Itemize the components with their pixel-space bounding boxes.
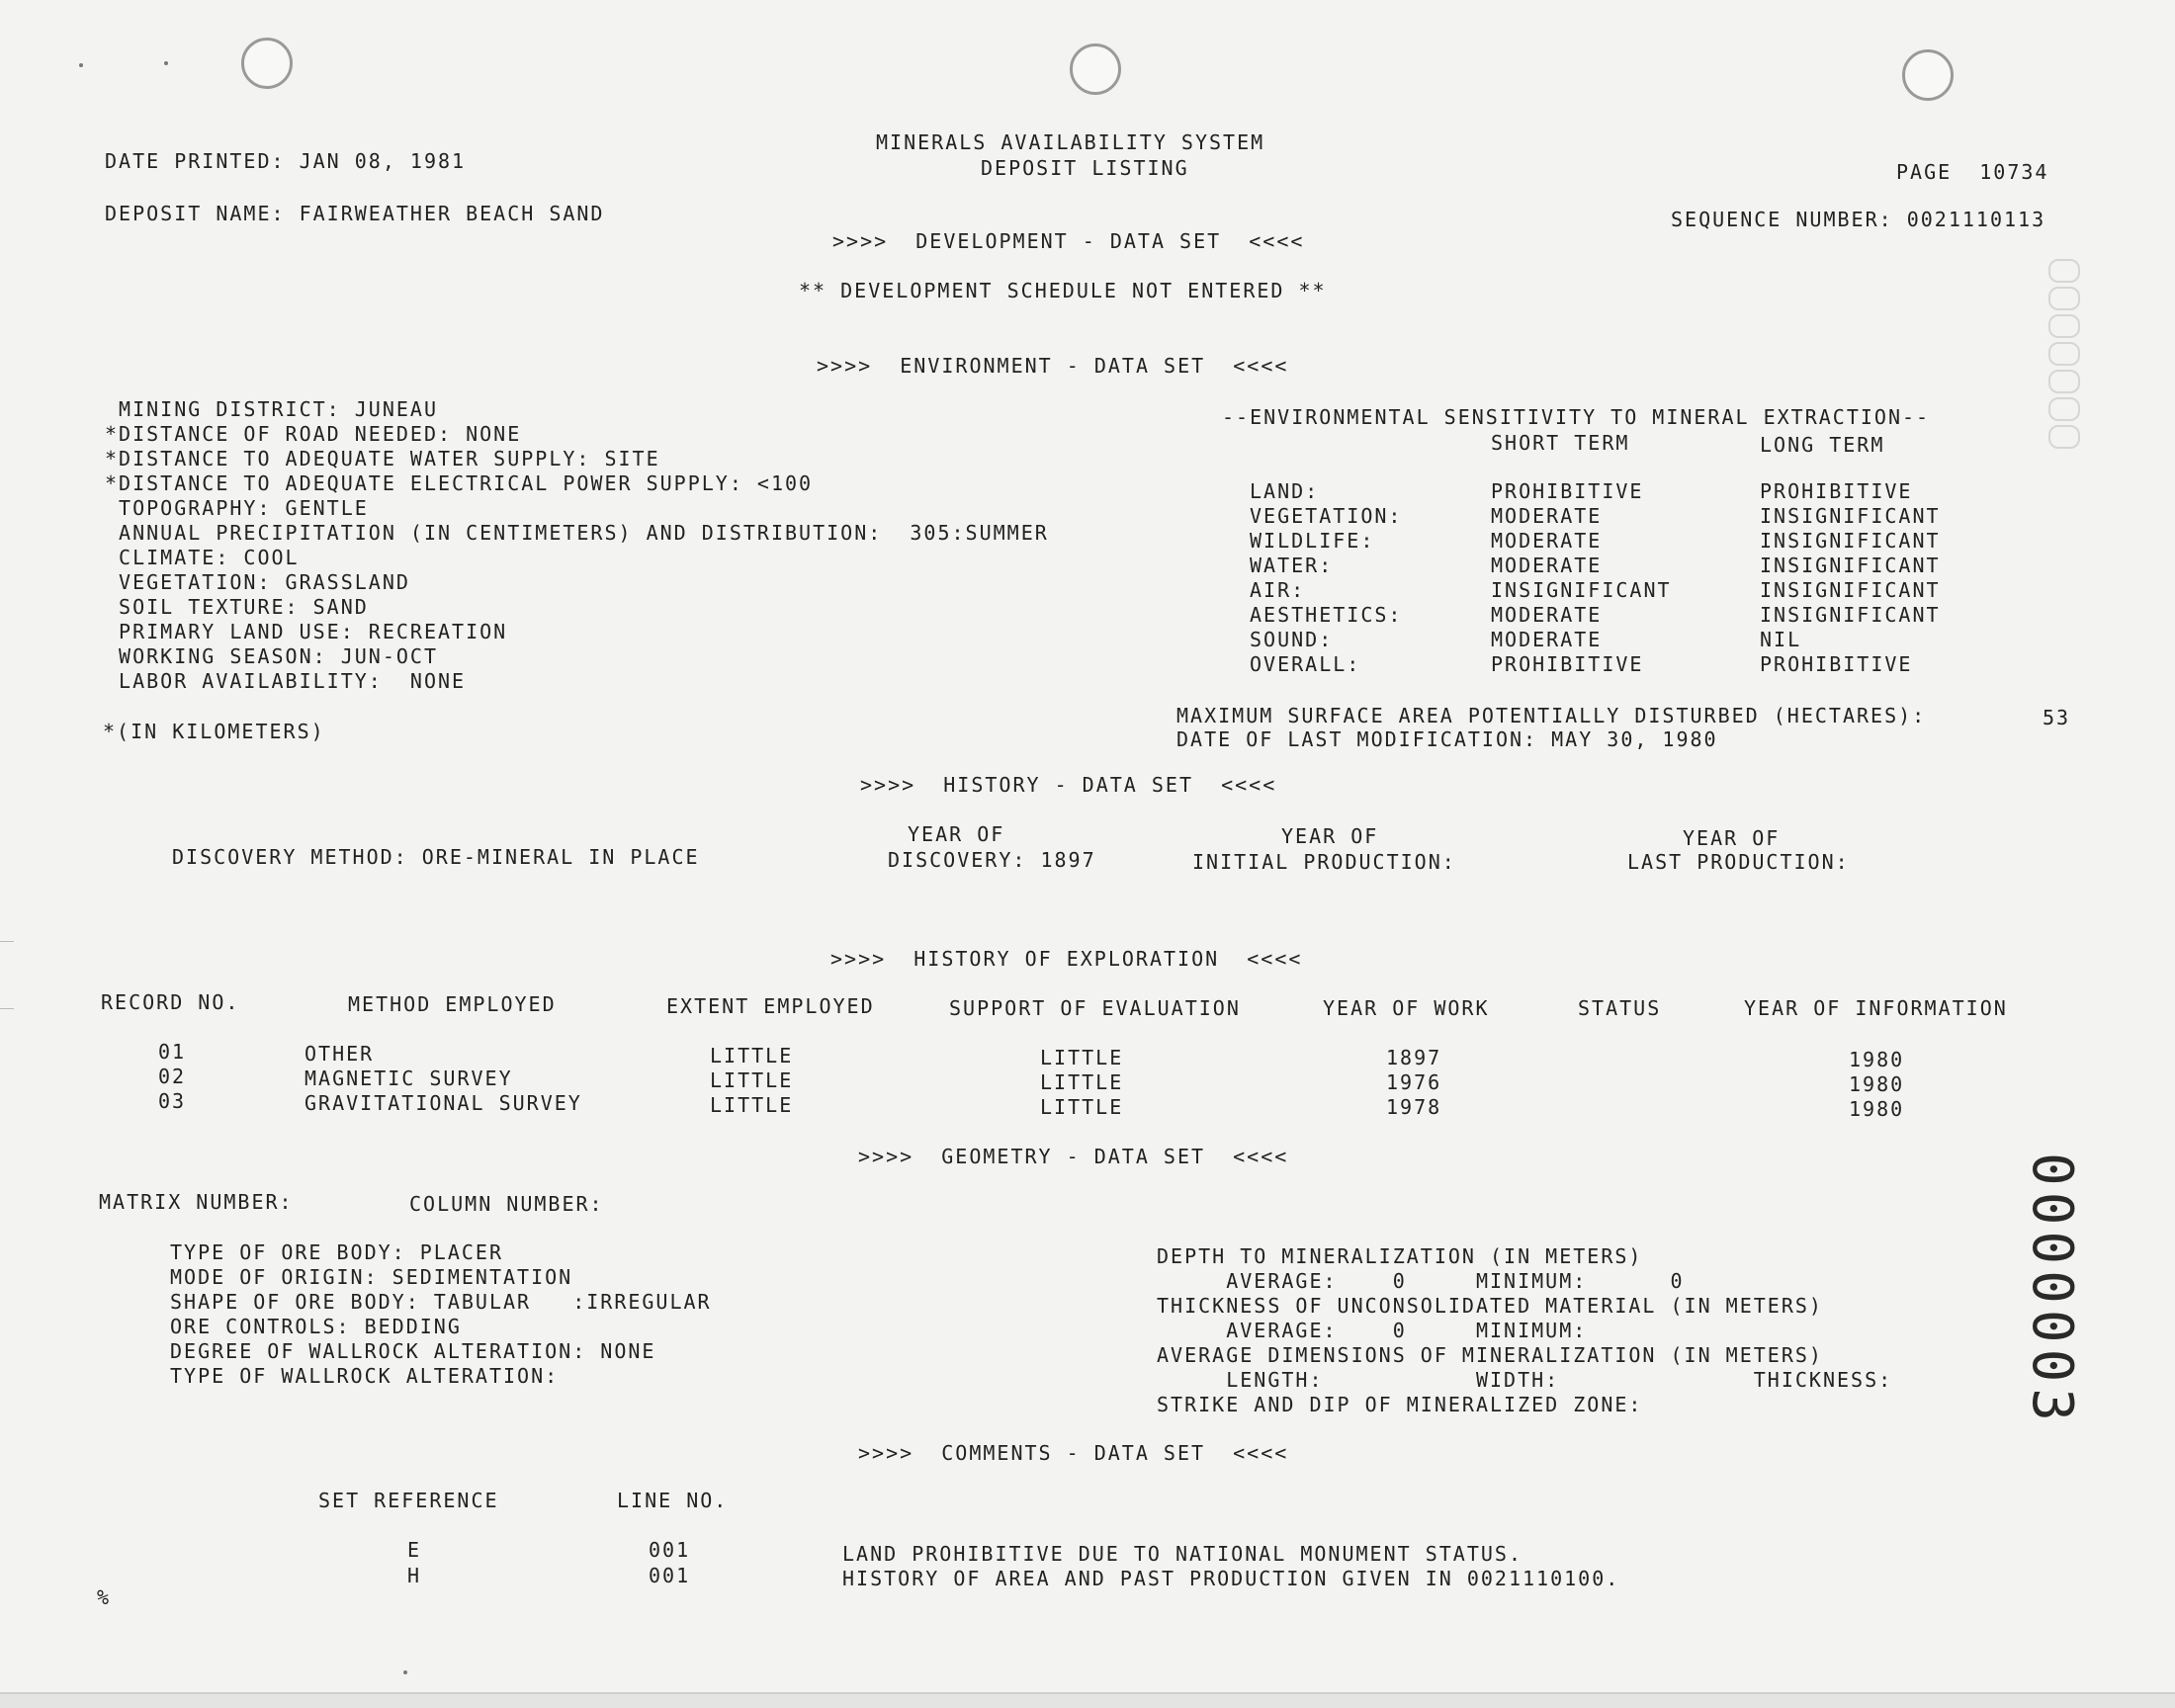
sensitivity-long: NIL xyxy=(1760,628,1802,651)
env-line: LABOR AVAILABILITY: NONE xyxy=(105,669,467,693)
sensitivity-long: INSIGNIFICANT xyxy=(1760,603,1941,627)
page-number: PAGE 10734 xyxy=(1896,160,2049,184)
history-heading: >>>> HISTORY - DATA SET <<<< xyxy=(860,773,1277,797)
scan-speck xyxy=(403,1670,407,1674)
year-of-label: YEAR OF xyxy=(1281,824,1379,848)
col-extent-employed: EXTENT EMPLOYED xyxy=(666,994,875,1018)
sensitivity-factor: VEGETATION: xyxy=(1250,504,1403,528)
short-term-label: SHORT TERM xyxy=(1491,431,1630,455)
col-year-of-work: YEAR OF WORK xyxy=(1323,996,1490,1020)
geometry-line: AVERAGE: 0 MINIMUM: 0 xyxy=(1157,1269,1685,1293)
geometry-line: STRIKE AND DIP OF MINERALIZED ZONE: xyxy=(1157,1393,1643,1416)
discovery-method: DISCOVERY METHOD: ORE-MINERAL IN PLACE xyxy=(172,845,700,869)
sensitivity-short: MODERATE xyxy=(1491,554,1603,577)
env-line: WORKING SEASON: JUN-OCT xyxy=(105,644,438,668)
col-method-employed: METHOD EMPLOYED xyxy=(348,992,557,1016)
sensitivity-long: INSIGNIFICANT xyxy=(1760,578,1941,602)
record-no: 03 xyxy=(158,1089,187,1113)
env-footnote: *(IN KILOMETERS) xyxy=(103,720,325,743)
sensitivity-long: PROHIBITIVE xyxy=(1760,652,1913,676)
listing-title: DEPOSIT LISTING xyxy=(981,156,1189,180)
geometry-line: MODE OF ORIGIN: SEDIMENTATION xyxy=(170,1265,573,1289)
geometry-line: DEPTH TO MINERALIZATION (IN METERS) xyxy=(1157,1244,1643,1268)
long-term-label: LONG TERM xyxy=(1760,433,1885,457)
max-area-label: MAXIMUM SURFACE AREA POTENTIALLY DISTURBED (HECTARES): xyxy=(1176,704,1927,727)
last-production: LAST PRODUCTION: xyxy=(1627,850,1850,874)
punch-hole-center xyxy=(1070,43,1121,95)
sensitivity-factor: WATER: xyxy=(1250,554,1334,577)
extent: LITTLE xyxy=(710,1068,794,1092)
geometry-line: ORE CONTROLS: BEDDING xyxy=(170,1315,462,1338)
column-number: COLUMN NUMBER: xyxy=(409,1192,604,1216)
development-note: ** DEVELOPMENT SCHEDULE NOT ENTERED ** xyxy=(799,279,1327,302)
max-area-value: 53 xyxy=(2043,706,2071,729)
col-year-of-information: YEAR OF INFORMATION xyxy=(1744,996,2008,1020)
page-stamp: 0000003 xyxy=(2020,1153,2084,1428)
support: LITTLE xyxy=(1040,1046,1124,1069)
comment-text: HISTORY OF AREA AND PAST PRODUCTION GIVEN IN 0021110100. xyxy=(842,1567,1620,1590)
record-no: 01 xyxy=(158,1040,187,1064)
env-line: TOPOGRAPHY: GENTLE xyxy=(105,496,369,520)
env-line: VEGETATION: GRASSLAND xyxy=(105,570,410,594)
sensitivity-short: INSIGNIFICANT xyxy=(1491,578,1672,602)
year-of-label: YEAR OF xyxy=(1683,826,1781,850)
geometry-line: DEGREE OF WALLROCK ALTERATION: NONE xyxy=(170,1339,656,1363)
year-of-work: 1978 xyxy=(1386,1095,1442,1119)
punch-hole-right xyxy=(1902,49,1954,101)
scan-speck xyxy=(79,63,83,67)
sensitivity-title: --ENVIRONMENTAL SENSITIVITY TO MINERAL EXTRACTION-- xyxy=(1222,405,1931,429)
initial-production: INITIAL PRODUCTION: xyxy=(1192,850,1456,874)
support: LITTLE xyxy=(1040,1095,1124,1119)
sensitivity-long: INSIGNIFICANT xyxy=(1760,504,1941,528)
sensitivity-short: PROHIBITIVE xyxy=(1491,479,1644,503)
date-printed: DATE PRINTED: JAN 08, 1981 xyxy=(105,149,467,173)
sensitivity-short: PROHIBITIVE xyxy=(1491,652,1644,676)
env-line: *DISTANCE OF ROAD NEEDED: NONE xyxy=(105,422,522,446)
deposit-name: DEPOSIT NAME: FAIRWEATHER BEACH SAND xyxy=(105,202,605,225)
sensitivity-short: MODERATE xyxy=(1491,504,1603,528)
margin-tick xyxy=(0,1008,14,1009)
sensitivity-short: MODERATE xyxy=(1491,628,1603,651)
comment-set: H xyxy=(407,1564,422,1587)
scan-speck xyxy=(164,61,168,65)
sensitivity-factor: SOUND: xyxy=(1250,628,1334,651)
geometry-line: AVERAGE DIMENSIONS OF MINERALIZATION (IN METERS) xyxy=(1157,1343,1823,1367)
extent: LITTLE xyxy=(710,1044,794,1068)
sensitivity-table xyxy=(1250,479,2001,687)
geometry-line: LENGTH: WIDTH: THICKNESS: xyxy=(1157,1368,1893,1392)
environment-left-column xyxy=(105,397,1192,704)
extent: LITTLE xyxy=(710,1093,794,1117)
comment-line: 001 xyxy=(649,1538,691,1562)
matrix-number: MATRIX NUMBER: xyxy=(99,1190,294,1214)
comments-heading: >>>> COMMENTS - DATA SET <<<< xyxy=(858,1441,1289,1465)
record-no: 02 xyxy=(158,1065,187,1088)
sensitivity-factor: AIR: xyxy=(1250,578,1306,602)
geometry-line: TYPE OF WALLROCK ALTERATION: xyxy=(170,1364,560,1388)
system-title: MINERALS AVAILABILITY SYSTEM xyxy=(876,130,1265,154)
geometry-line: TYPE OF ORE BODY: PLACER xyxy=(170,1240,503,1264)
development-heading: >>>> DEVELOPMENT - DATA SET <<<< xyxy=(832,229,1305,253)
env-line: SOIL TEXTURE: SAND xyxy=(105,595,369,619)
sensitivity-factor: OVERALL: xyxy=(1250,652,1361,676)
comment-text: LAND PROHIBITIVE DUE TO NATIONAL MONUMENT STATUS. xyxy=(842,1542,1523,1566)
env-line: ANNUAL PRECIPITATION (IN CENTIMETERS) AND DISTRIBUTION: 305:SUMMER xyxy=(105,521,1049,545)
sensitivity-short: MODERATE xyxy=(1491,529,1603,553)
punch-hole-left xyxy=(241,38,293,89)
year-of-work: 1976 xyxy=(1386,1070,1442,1094)
year-of-information: 1980 xyxy=(1849,1097,1905,1121)
col-support-of-evaluation: SUPPORT OF EVALUATION xyxy=(949,996,1241,1020)
sensitivity-factor: WILDLIFE: xyxy=(1250,529,1375,553)
end-mark: % xyxy=(97,1585,112,1609)
sequence-number: SEQUENCE NUMBER: 0021110113 xyxy=(1671,208,2046,231)
env-line: CLIMATE: COOL xyxy=(105,546,300,569)
margin-tick xyxy=(0,941,14,942)
method: GRAVITATIONAL SURVEY xyxy=(304,1091,582,1115)
method: OTHER xyxy=(304,1042,375,1066)
year-of-label: YEAR OF xyxy=(908,822,1005,846)
year-of-information: 1980 xyxy=(1849,1048,1905,1071)
set-reference-label: SET REFERENCE xyxy=(318,1489,499,1512)
discovery-year: DISCOVERY: 1897 xyxy=(888,848,1096,872)
col-record-no: RECORD NO. xyxy=(101,990,240,1014)
geometry-line: AVERAGE: 0 MINIMUM: xyxy=(1157,1319,1588,1342)
comment-line: 001 xyxy=(649,1564,691,1587)
sensitivity-long: PROHIBITIVE xyxy=(1760,479,1913,503)
sensitivity-long: INSIGNIFICANT xyxy=(1760,529,1941,553)
sensitivity-short: MODERATE xyxy=(1491,603,1603,627)
year-of-information: 1980 xyxy=(1849,1072,1905,1096)
support: LITTLE xyxy=(1040,1070,1124,1094)
sensitivity-factor: LAND: xyxy=(1250,479,1320,503)
exploration-heading: >>>> HISTORY OF EXPLORATION <<<< xyxy=(830,947,1303,971)
environment-heading: >>>> ENVIRONMENT - DATA SET <<<< xyxy=(817,354,1289,378)
line-no-label: LINE NO. xyxy=(617,1489,729,1512)
comment-set: E xyxy=(407,1538,422,1562)
geometry-heading: >>>> GEOMETRY - DATA SET <<<< xyxy=(858,1145,1289,1168)
sensitivity-factor: AESTHETICS: xyxy=(1250,603,1403,627)
env-line: MINING DISTRICT: JUNEAU xyxy=(105,397,438,421)
method: MAGNETIC SURVEY xyxy=(304,1067,513,1090)
faint-margin-stamp xyxy=(2044,259,2084,457)
env-line: PRIMARY LAND USE: RECREATION xyxy=(105,620,508,643)
geometry-line: SHAPE OF ORE BODY: TABULAR :IRREGULAR xyxy=(170,1290,712,1314)
env-line: *DISTANCE TO ADEQUATE ELECTRICAL POWER SUPPLY: <100 xyxy=(105,471,814,495)
last-modification: DATE OF LAST MODIFICATION: MAY 30, 1980 xyxy=(1176,727,1718,751)
sensitivity-long: INSIGNIFICANT xyxy=(1760,554,1941,577)
env-line: *DISTANCE TO ADEQUATE WATER SUPPLY: SITE xyxy=(105,447,660,470)
col-status: STATUS xyxy=(1578,996,1662,1020)
year-of-work: 1897 xyxy=(1386,1046,1442,1069)
geometry-line: THICKNESS OF UNCONSOLIDATED MATERIAL (IN METERS) xyxy=(1157,1294,1823,1318)
